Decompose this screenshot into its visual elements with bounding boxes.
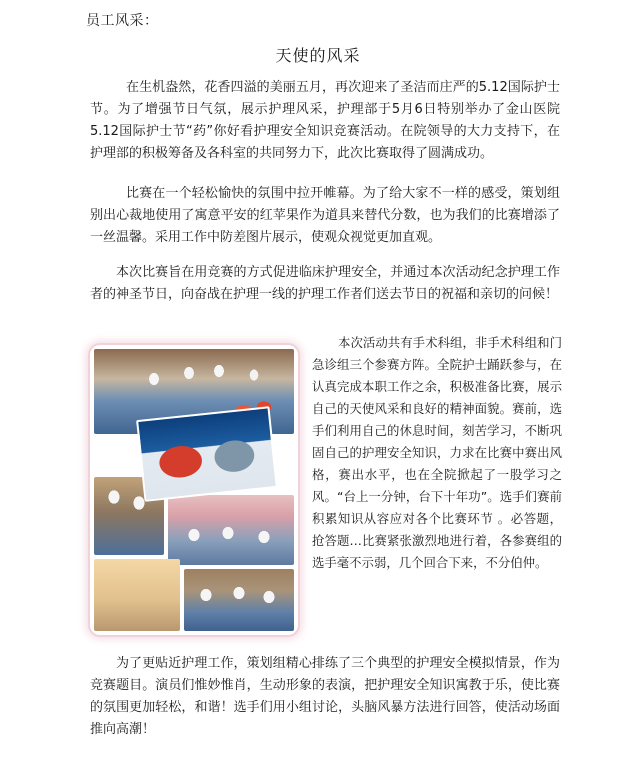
paragraph-intro: 在生机盎然，花香四溢的美丽五月，再次迎来了圣洁而庄严的5.12国际护士节。为了增强节日气氛，展示护理风采，护理部于5月6日特别举办了金山医院5.12国际护士节“药”你好看护理安全知识竞赛活动。在院领导的大力支持下，在护理部的积极筹备及各科室的共同努力下，此次比赛取得了圆满成功。 [90, 80, 560, 161]
photo-collage [90, 345, 298, 635]
paragraph-opening: 比赛在一个轻松愉快的氛围中拉开帷幕。为了给大家不一样的感受，策划组别出心裁地使用了寓意平安的红苹果作为道具来替代分数，也为我们的比赛增添了一丝温馨。采用工作中防差图片展示，使观众视觉更加直观。 [90, 186, 560, 245]
paragraph-teams: 本次活动共有手术科组，非手术科组和门急诊组三个参赛方阵。全院护士踊跃参与，在认真完成本职工作之余，积极准备比赛，展示自己的天使风采和良好的精神面貌。赛前，选手们利用自己的休息时间，刻苦学习，不断巩固自己的护理安全知识，力求在比赛中赛出风格，赛出水平，也在全院掀起了一股学习之风。“台上一分钟，台下十年功”。选手们赛前积累知识从容应对各个比赛环节 。必答题，抢答题…比赛紧张激烈地进行着，各参赛组的选手毫不示弱，几个回合下来，不分伯仲。 [312, 335, 562, 570]
paragraph-purpose: 本次比赛旨在用竞赛的方式促进临床护理安全，并通过本次活动纪念护理工作者的神圣节日，向奋战在护理一线的护理工作者们送去节日的祝福和亲切的问候！ [90, 265, 560, 302]
photo-stage [168, 495, 294, 565]
section-label: 员工风采： [86, 13, 159, 29]
article-title: 天使的风采 [275, 46, 361, 65]
photo-performance [184, 569, 294, 631]
paragraph-scenarios: 为了更贴近护理工作，策划组精心排练了三个典型的护理安全模拟情景，作为竞赛题目。演员们惟妙惟肖，生动形象的表演，把护理安全知识寓教于乐，使比赛的氛围更加轻松，和谐！选手们用小组讨论，头脑风暴方法进行回答，使活动场面推向高潮！ [90, 656, 560, 737]
photo-capsule-slide [136, 406, 278, 502]
photo-poster [94, 559, 180, 631]
